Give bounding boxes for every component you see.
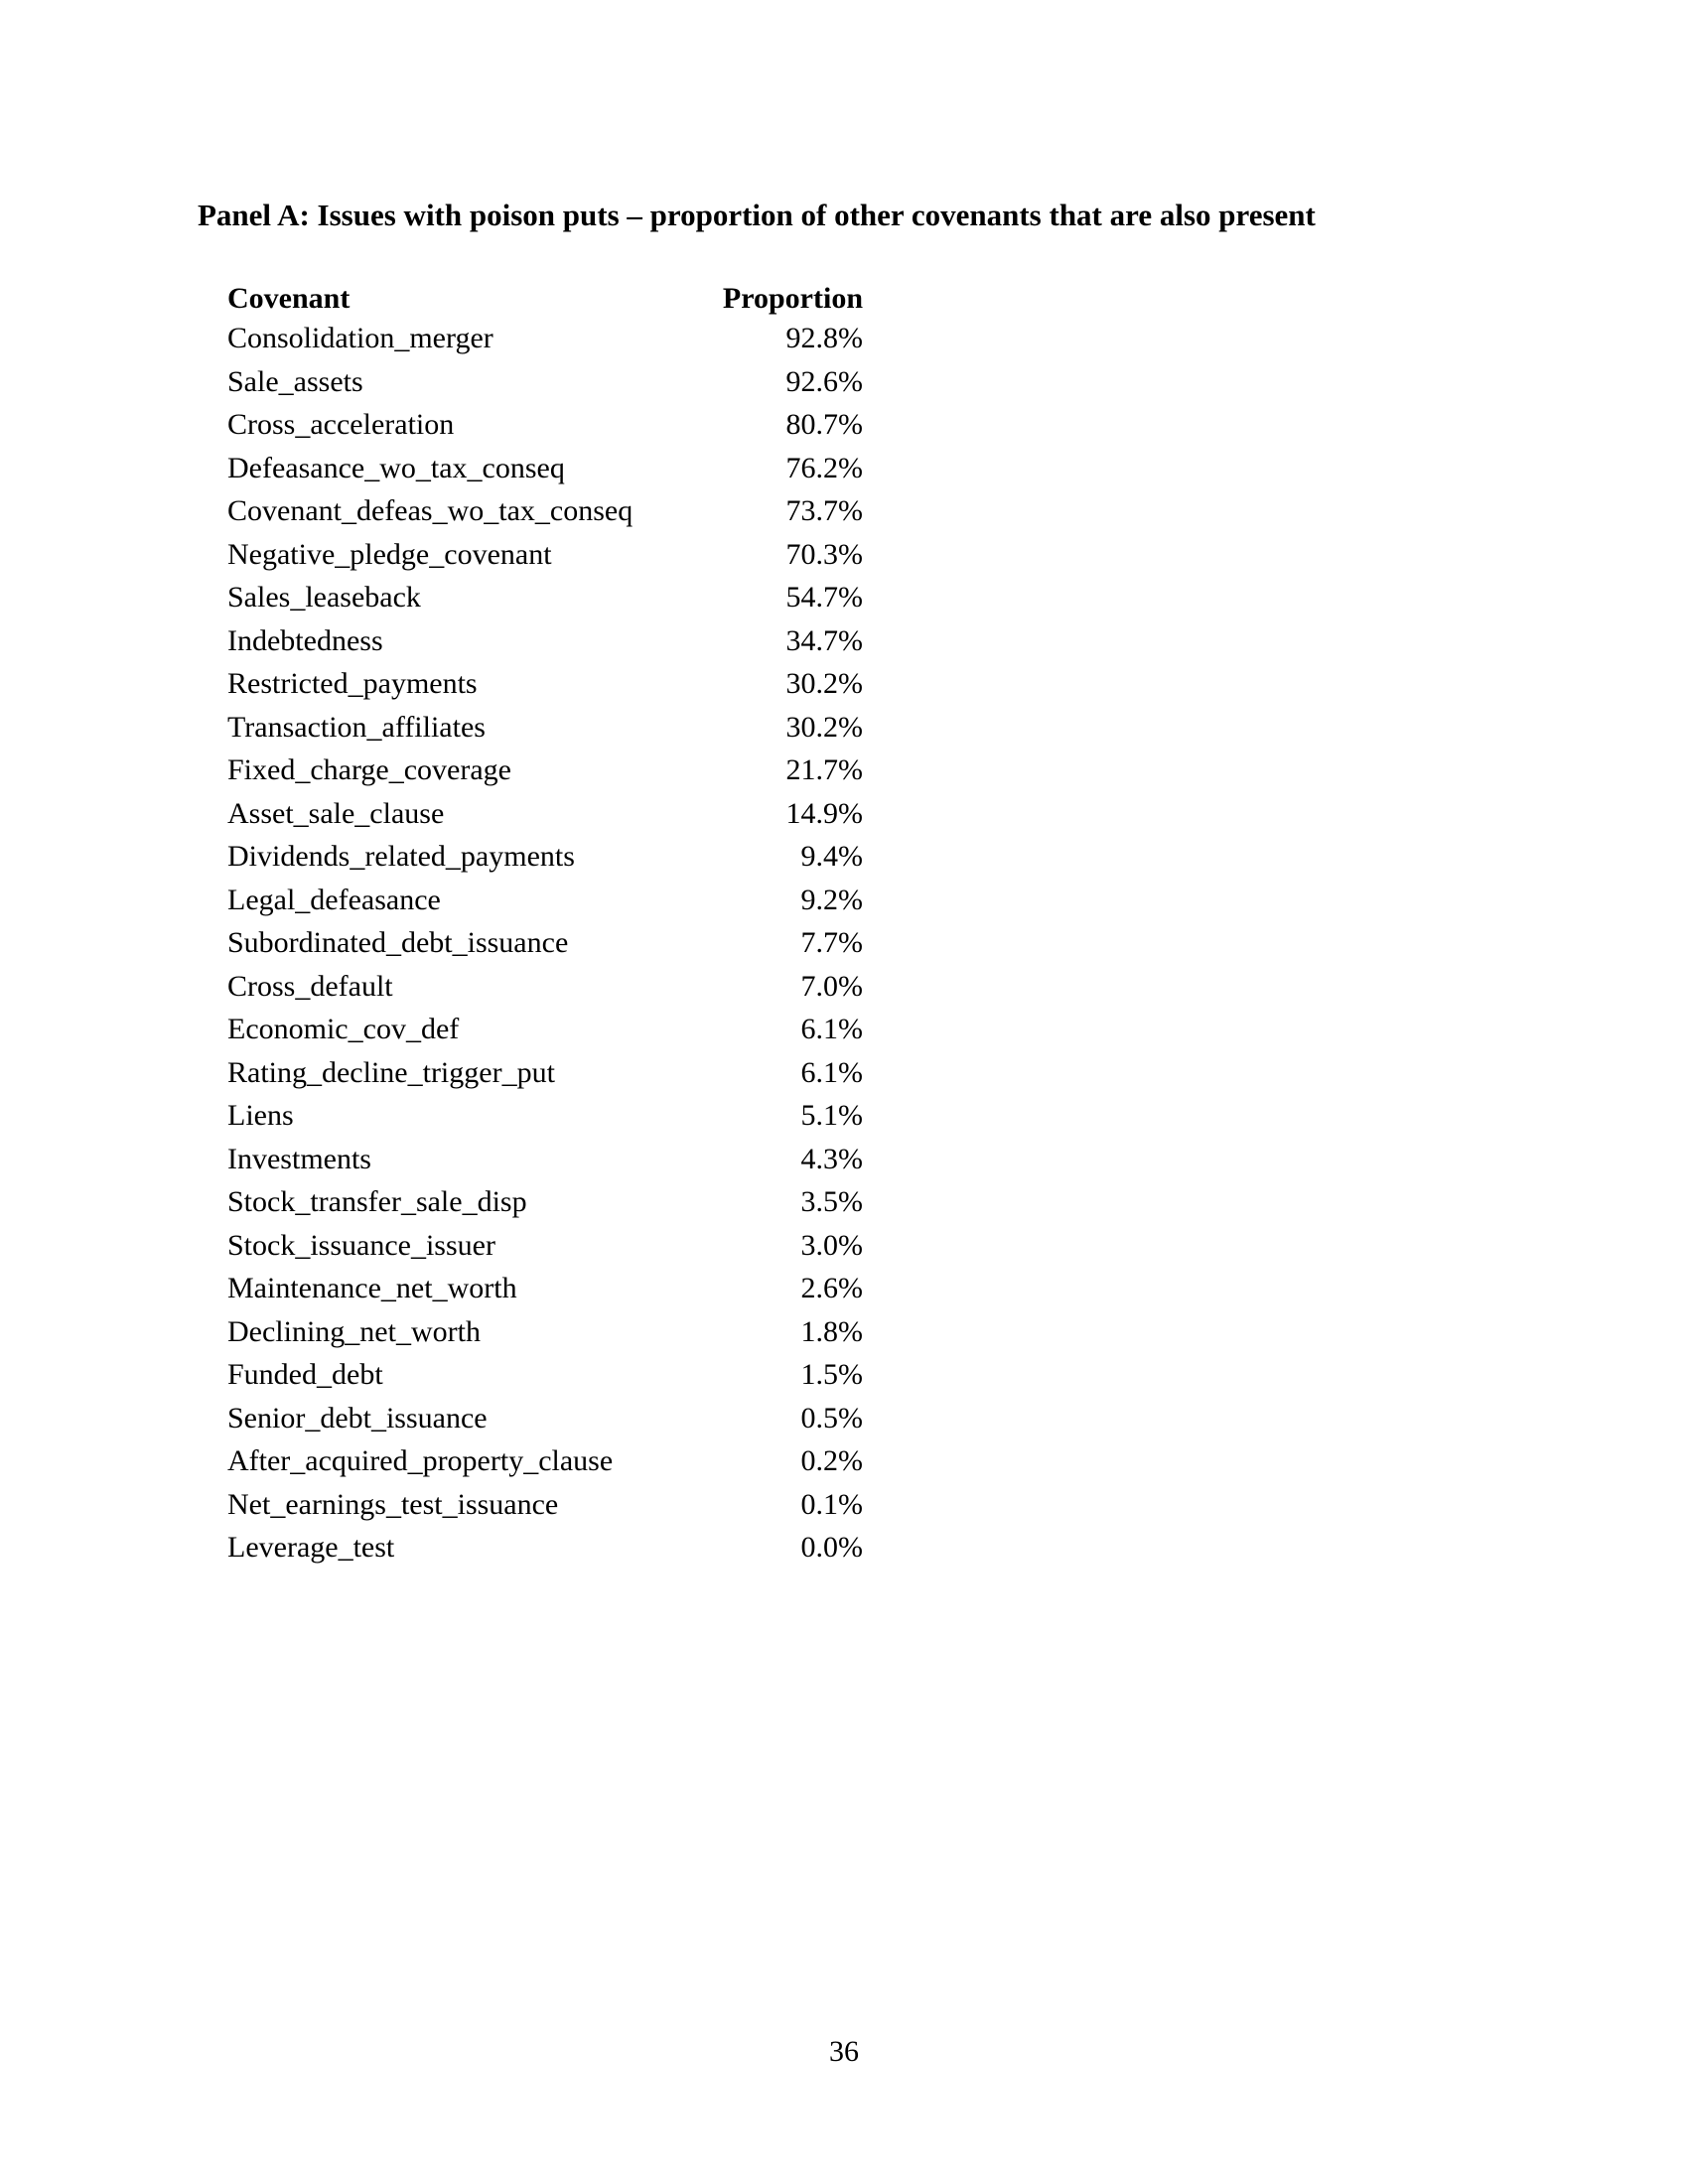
proportion-cell: 76.2%	[785, 451, 863, 484]
table-row	[227, 1180, 863, 1224]
covenant-name-cell: Liens	[227, 1099, 294, 1132]
proportion-cell: 3.0%	[800, 1228, 863, 1262]
proportion-cell: 80.7%	[785, 408, 863, 441]
covenant-name-cell: Restricted_payments	[227, 667, 478, 700]
table-row	[227, 1353, 863, 1397]
table-row	[227, 1008, 863, 1051]
covenant-name-cell: Cross_default	[227, 969, 393, 1003]
proportion-cell: 30.2%	[785, 667, 863, 700]
covenant-name-cell: Consolidation_merger	[227, 322, 493, 354]
covenant-name-cell: Legal_defeasance	[227, 883, 441, 916]
proportion-cell: 0.5%	[800, 1401, 863, 1434]
covenant-name-cell: Asset_sale_clause	[227, 796, 445, 830]
proportion-cell: 2.6%	[800, 1272, 863, 1304]
table-row	[227, 360, 863, 404]
proportion-cell: 14.9%	[785, 796, 863, 830]
table-row	[227, 1483, 863, 1527]
table-row	[227, 1526, 863, 1570]
table-row	[227, 619, 863, 663]
covenant-name-cell: Fixed_charge_coverage	[227, 753, 511, 786]
table-row	[227, 1397, 863, 1440]
table-row	[227, 662, 863, 706]
proportion-cell: 92.8%	[785, 322, 863, 354]
table-row	[227, 879, 863, 922]
proportion-cell: 30.2%	[785, 710, 863, 744]
proportion-cell: 4.3%	[800, 1142, 863, 1175]
panel-title: Panel A: Issues with poison puts – proportion of other covenants that are also present	[198, 198, 1316, 232]
proportion-cell: 34.7%	[785, 623, 863, 657]
covenant-name-cell: Indebtedness	[227, 623, 383, 657]
covenant-name-cell: Negative_pledge_covenant	[227, 537, 552, 571]
proportion-cell: 6.1%	[800, 1013, 863, 1045]
column-header-covenant: Covenant	[227, 282, 351, 315]
covenant-name-cell: Rating_decline_trigger_put	[227, 1055, 555, 1089]
covenant-name-cell: Transaction_affiliates	[227, 710, 486, 744]
table-row	[227, 533, 863, 577]
covenant-name-cell: Senior_debt_issuance	[227, 1401, 488, 1434]
proportion-cell: 9.2%	[800, 883, 863, 916]
covenant-name-cell: Subordinated_debt_issuance	[227, 926, 569, 959]
covenant-name-cell: Funded_debt	[227, 1358, 383, 1391]
covenant-name-cell: Maintenance_net_worth	[227, 1272, 517, 1304]
covenant-name-cell: Investments	[227, 1142, 371, 1175]
table-row	[227, 965, 863, 1009]
proportion-cell: 1.8%	[800, 1314, 863, 1348]
proportion-cell: 9.4%	[800, 840, 863, 873]
covenant-name-cell: Cross_acceleration	[227, 408, 455, 441]
covenant-name-cell: Declining_net_worth	[227, 1314, 481, 1348]
proportion-cell: 3.5%	[800, 1185, 863, 1218]
proportion-cell: 21.7%	[785, 753, 863, 786]
table-row	[227, 921, 863, 965]
proportion-cell: 1.5%	[800, 1358, 863, 1391]
column-header-proportion: Proportion	[722, 282, 863, 315]
table-row	[227, 1094, 863, 1138]
page-number: 36	[829, 2035, 859, 2068]
proportion-cell: 0.2%	[800, 1444, 863, 1477]
proportion-cell: 6.1%	[800, 1055, 863, 1089]
covenant-name-cell: Leverage_test	[227, 1531, 395, 1564]
covenant-name-cell: Stock_issuance_issuer	[227, 1228, 495, 1262]
table-row	[227, 1267, 863, 1310]
proportion-cell: 5.1%	[800, 1099, 863, 1132]
table-row	[227, 1439, 863, 1483]
covenant-table	[227, 281, 863, 1570]
table-row	[227, 317, 863, 360]
covenant-name-cell: Dividends_related_payments	[227, 840, 575, 873]
table-row	[227, 1224, 863, 1268]
covenant-name-cell: Stock_transfer_sale_disp	[227, 1185, 527, 1218]
table-row	[227, 489, 863, 533]
proportion-cell: 7.7%	[800, 926, 863, 959]
covenant-name-cell: Covenant_defeas_wo_tax_conseq	[227, 494, 633, 527]
table-row	[227, 1138, 863, 1181]
proportion-cell: 73.7%	[785, 494, 863, 527]
table-row	[227, 403, 863, 447]
proportion-cell: 0.0%	[800, 1531, 863, 1564]
proportion-cell: 54.7%	[785, 581, 863, 614]
table-body	[227, 317, 863, 1570]
covenant-name-cell: Sale_assets	[227, 364, 363, 398]
table-row	[227, 792, 863, 836]
covenant-name-cell: After_acquired_property_clause	[227, 1444, 614, 1477]
table-row	[227, 1310, 863, 1354]
table-row	[227, 447, 863, 490]
covenant-name-cell: Defeasance_wo_tax_conseq	[227, 451, 565, 484]
table-row	[227, 749, 863, 792]
covenant-name-cell: Sales_leaseback	[227, 581, 421, 614]
table-row	[227, 835, 863, 879]
proportion-cell: 7.0%	[800, 969, 863, 1003]
proportion-cell: 92.6%	[785, 364, 863, 398]
proportion-cell: 70.3%	[785, 537, 863, 571]
table-row	[227, 1051, 863, 1095]
table-row	[227, 576, 863, 619]
table-row	[227, 706, 863, 750]
table-header-row	[227, 281, 863, 317]
covenant-name-cell: Economic_cov_def	[227, 1013, 460, 1045]
proportion-cell: 0.1%	[800, 1487, 863, 1521]
covenant-name-cell: Net_earnings_test_issuance	[227, 1487, 559, 1521]
